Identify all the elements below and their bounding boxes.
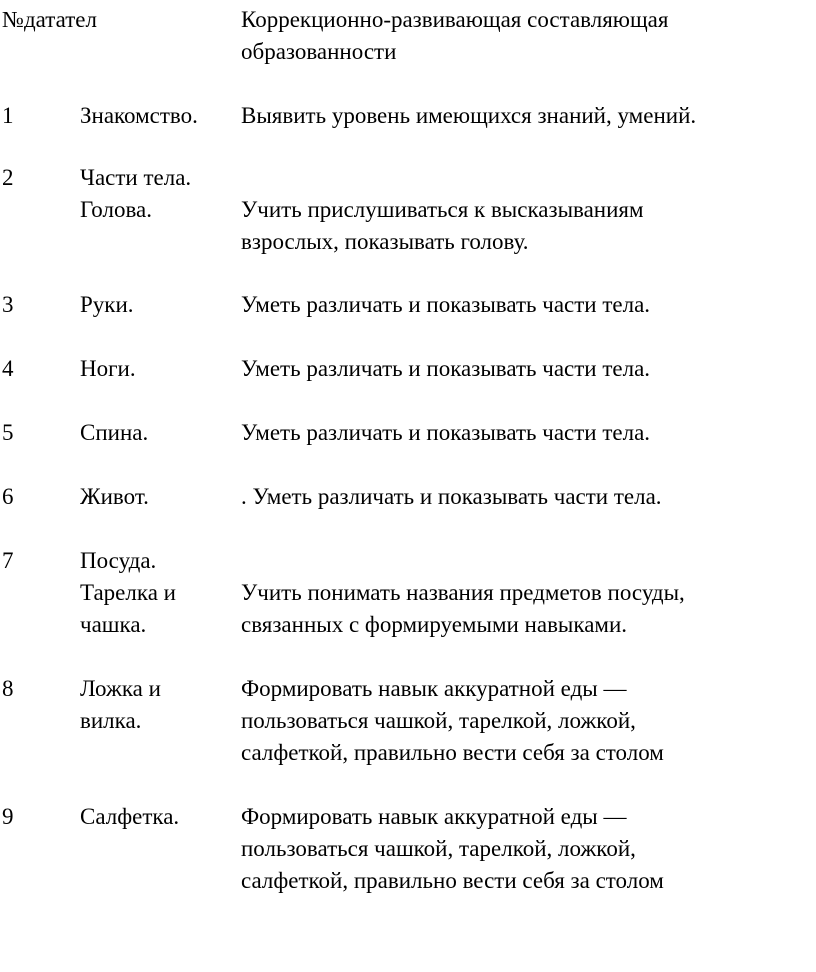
row-4-topic: Ноги. xyxy=(80,356,136,381)
row-8-description-line1: Формировать навык аккуратной еды — xyxy=(241,676,627,701)
header-section-title-line2: образованности xyxy=(241,39,397,64)
row-6-number: 6 xyxy=(2,484,14,509)
row-6-description: . Уметь различать и показывать части тела. xyxy=(241,484,662,509)
row-2-number: 2 xyxy=(2,165,14,190)
row-7-description-line1: Учить понимать названия предметов посуды, xyxy=(241,580,685,605)
header-section-title-line1: Коррекционно-развивающая составляющая xyxy=(241,7,669,32)
row-9-topic: Салфетка. xyxy=(80,804,180,829)
row-5-description: Уметь различать и показывать части тела. xyxy=(241,420,651,445)
row-2-topic-line2: Голова. xyxy=(80,197,152,222)
row-9-description-line2: пользоваться чашкой, тарелкой, ложкой, xyxy=(241,836,636,861)
row-2-topic-line1: Части тела. xyxy=(80,165,192,190)
row-2-description-line1: Учить прислушиваться к высказываниям xyxy=(241,197,644,222)
row-5-number: 5 xyxy=(2,420,14,445)
row-9-description-line3: салфеткой, правильно вести себя за столом xyxy=(241,868,664,893)
header-num-date-topic: №датател xyxy=(2,7,97,32)
row-2-description-line2: взрослых, показывать голову. xyxy=(241,229,529,254)
row-7-topic-line1: Посуда. xyxy=(80,548,157,573)
row-7-topic-line3: чашка. xyxy=(80,612,147,637)
row-9-description-line1: Формировать навык аккуратной еды — xyxy=(241,804,627,829)
row-5-topic: Спина. xyxy=(80,420,149,445)
row-3-description: Уметь различать и показывать части тела. xyxy=(241,292,651,317)
row-7-description-line2: связанных с формируемыми навыками. xyxy=(241,612,628,637)
row-8-description-line3: салфеткой, правильно вести себя за столом xyxy=(241,740,664,765)
row-7-number: 7 xyxy=(2,548,14,573)
row-4-description: Уметь различать и показывать части тела. xyxy=(241,356,651,381)
row-1-topic: Знакомство. xyxy=(80,103,198,128)
row-8-topic-line1: Ложка и xyxy=(80,676,161,701)
row-7-topic-line2: Тарелка и xyxy=(80,580,176,605)
row-8-description-line2: пользоваться чашкой, тарелкой, ложкой, xyxy=(241,708,636,733)
row-4-number: 4 xyxy=(2,356,14,381)
row-8-topic-line2: вилка. xyxy=(80,708,142,733)
row-9-number: 9 xyxy=(2,804,14,829)
row-3-topic: Руки. xyxy=(80,292,134,317)
row-8-number: 8 xyxy=(2,676,14,701)
row-3-number: 3 xyxy=(2,292,14,317)
row-6-topic: Живот. xyxy=(80,484,149,509)
row-1-description: Выявить уровень имеющихся знаний, умений. xyxy=(241,103,697,128)
row-1-number: 1 xyxy=(2,103,14,128)
